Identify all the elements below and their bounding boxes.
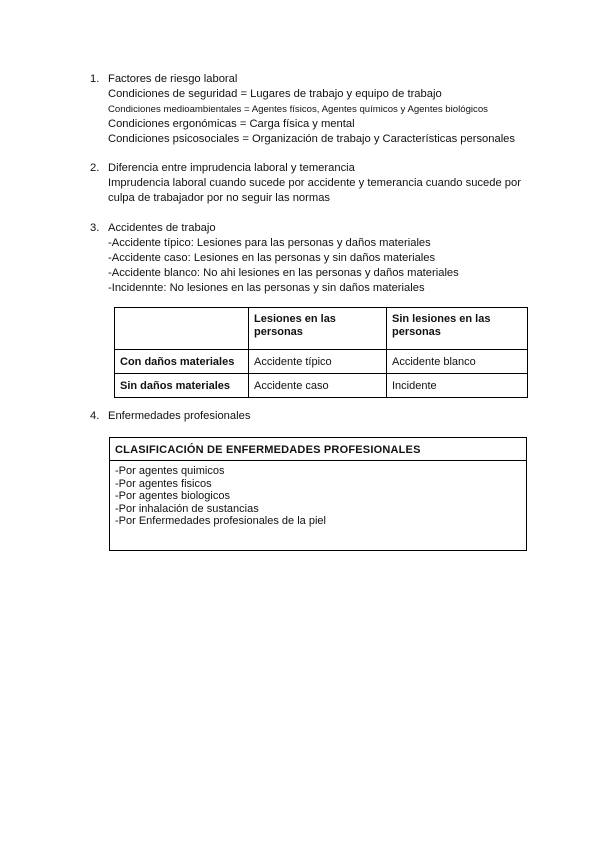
disease-classification-box [109,437,527,551]
table-row [115,350,528,374]
classification-box-title: CLASIFICACIÓN DE ENFERMEDADES PROFESIONALES [110,438,526,461]
list-item: -Por Enfermedades profesionales de la piel [115,515,326,527]
table-cell: Accidente blanco [387,350,528,374]
list-item: -Por inhalación de sustancias [115,502,259,515]
section-4-title: Enfermedades profesionales [108,410,251,422]
section-1-title: Factores de riesgo laboral [108,73,238,85]
section-1-number: 1. [90,73,100,85]
table-row [115,374,528,398]
table-cell: Incidente [387,374,528,398]
section-3-number: 3. [90,222,100,234]
section-1-line: Condiciones de seguridad = Lugares de trabajo y equipo de trabajo [108,88,442,100]
section-2-title: Diferencia entre imprudencia laboral y temerancia [108,162,355,174]
section-1-line [108,102,550,117]
table-header-row [115,308,528,350]
section-3-line: -Accidente típico: Lesiones para las personas y daños materiales [108,237,431,249]
classification-list [110,461,526,532]
section-4-number: 4. [90,410,100,422]
section-3 [90,221,550,296]
list-item: -Por agentes biologicos [115,490,230,502]
section-2-number: 2. [90,162,100,174]
section-1-line: Condiciones ergonómicas = Carga física y mental [108,118,355,130]
table-header-cell: Lesiones en las personas [249,308,387,350]
table-header-cell: Sin lesiones en las personas [387,308,528,350]
accident-classification-table [114,307,528,398]
section-3-title: Accidentes de trabajo [108,222,216,234]
section-3-line: -Accidente caso: Lesiones en las personas y sin daños materiales [108,252,436,264]
table-header-cell [115,308,249,350]
table-row-header: Sin daños materiales [115,374,249,398]
table-row-header: Con daños materiales [115,350,249,374]
list-item: -Por agentes fisicos [115,477,212,490]
section-1-line-text: Condiciones medioambientales = Agentes físicos, Agentes químicos y Agentes biológicos [108,104,488,115]
section-4 [90,409,550,424]
table-cell: Accidente típico [249,350,387,374]
section-3-line: -Accidente blanco: No ahi lesiones en las personas y daños materiales [108,267,459,279]
section-1 [90,72,550,147]
table-cell: Accidente caso [249,374,387,398]
section-2-text: Imprudencia laboral cuando sucede por accidente y temerancia cuando sucede por culpa de trabajador por no seguir las normas [108,177,521,204]
section-3-line: -Incidennte: No lesiones en las personas y sin daños materiales [108,282,425,294]
section-2 [90,161,550,206]
list-item: -Por agentes quimicos [115,465,225,477]
section-1-line: Condiciones psicosociales = Organización de trabajo y Características personales [108,133,515,145]
